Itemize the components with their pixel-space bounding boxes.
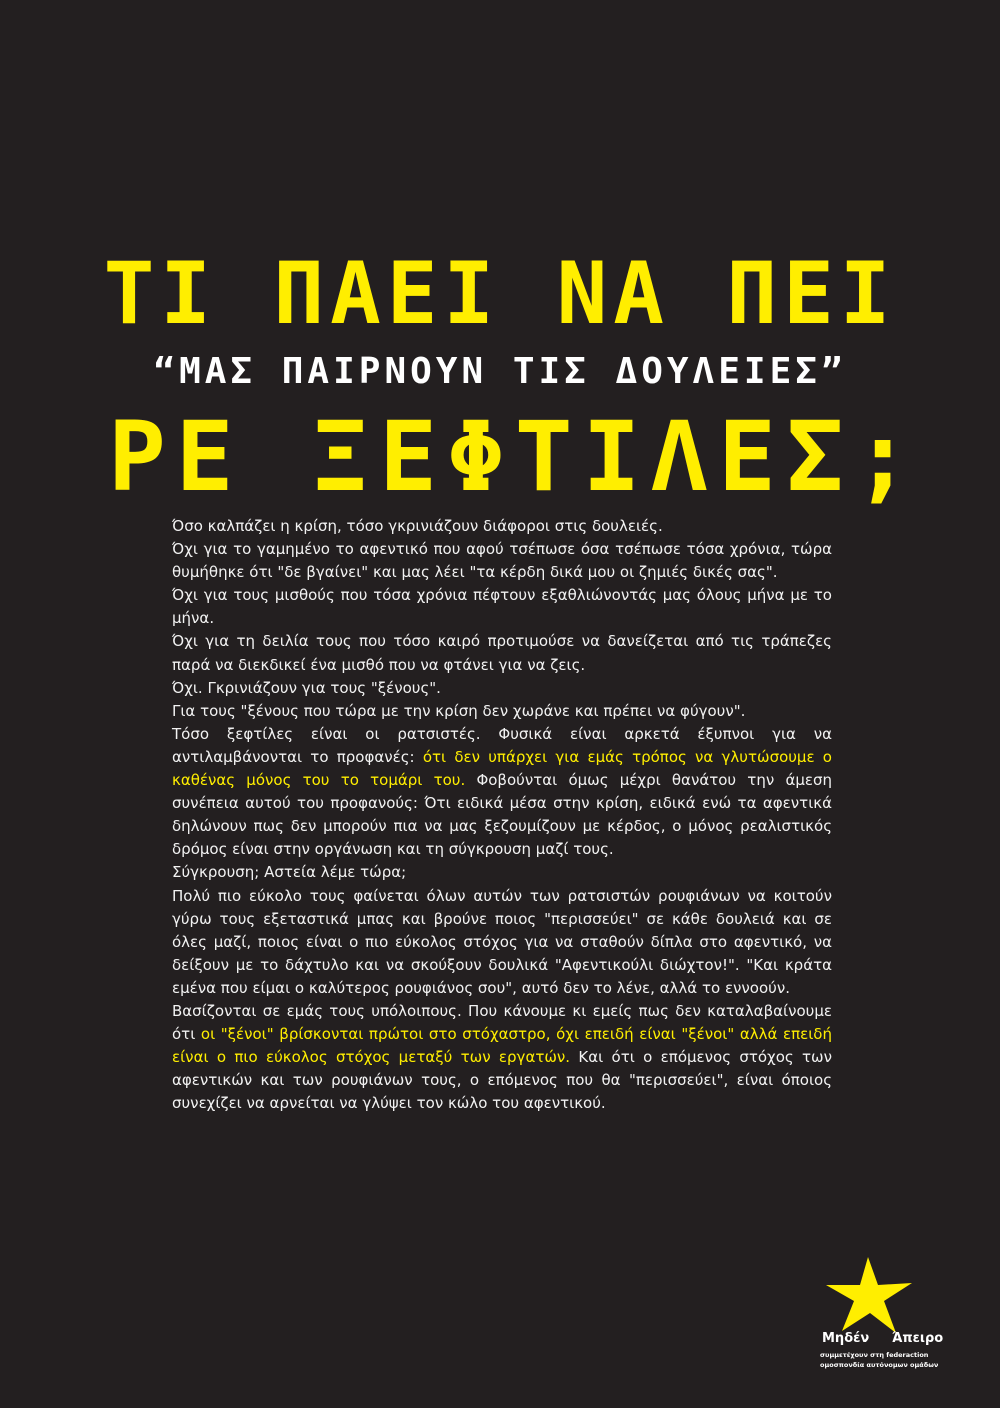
organization-logo (818, 1255, 958, 1385)
paragraph: Όχι για το γαμημένο το αφεντικό που αφού τσέπωσε όσα τσέπωσε τόσα χρόνια, τώρα θυμήθηκε ότι "δε βγαίνει" και μας λέει "τα κέρδη δικά μου οι ζημιές δικές σας". (172, 540, 832, 582)
headline-line-1: ΤΙ ΠΑΕΙ ΝΑ ΠΕΙ (103, 244, 897, 344)
paragraph-text: Τόσο ξεφτίλες είναι οι ρατσιστές. Φυσικά είναι αρκετά έξυπνοι για να αντιλαμβάνονται το προφανές: (172, 724, 832, 766)
highlighted-text: ότι δεν υπάρχει για εμάς τρόπος να γλυτώσουμε ο καθένας μόνος του το τομάρι του. (172, 747, 832, 790)
paragraph: Σύγκρουση; Αστεία λέμε τώρα; (172, 863, 407, 882)
paragraph-text: Φοβούνται όμως μέχρι θανάτου την άμεση συνέπεια αυτού του προφανούς: Ότι ειδικά μέσα στην κρίση, ειδικά ενώ τα αφεντικά δηλώνουν πως δεν μπορούν πια να μας ξεζουμίζουν με κέρδος, ο μόνος ρεαλιστικός δρόμος είναι στην οργάνωση και τη σύγκρουση μαζί τους. (172, 771, 832, 859)
paragraph (172, 1000, 832, 1115)
logo-name-right: Άπειρο (892, 1331, 944, 1346)
paragraph (172, 723, 832, 862)
star-icon (826, 1255, 916, 1335)
paragraph: Όχι για τους μισθούς που τόσα χρόνια πέφτουν εξαθλιώνοντάς μας όλους μήνα με το μήνα. (172, 586, 832, 628)
paragraph: Όχι για τη δειλία τους που τόσο καιρό προτιμούσε να δανείζεται από τις τράπεζες παρά να διεκδικεί ένα μισθό που να φτάνει για να ζεις. (172, 632, 832, 674)
highlighted-text: οι "ξένοι" βρίσκονται πρώτοι στο στόχαστρο, όχι επειδή είναι "ξένοι" αλλά επειδή είναι ο πιο εύκολος στόχος μεταξύ των εργατών. (172, 1025, 832, 1067)
headline-line-3: ΡΕ ΞΕΦΤΙΛΕΣ; (108, 401, 922, 513)
article-body (172, 515, 832, 1115)
paragraph-text: Βασίζονται σε εμάς τους υπόλοιπους. Που κάνουμε κι εμείς πως δεν καταλαβαίνουμε ότι (172, 1001, 832, 1044)
paragraph: Για τους "ξένους που τώρα με την κρίση δεν χωράνε και πρέπει να φύγουν". (172, 701, 746, 720)
paragraph-text: Και ότι ο επόμενος στόχος των αφεντικών και των ρουφιάνων τους, ο επόμενος που θα "περισσεύει", είναι όποιος συνεχίζει να αρνείται να γλύψει τον κώλο του αφεντικού. (172, 1048, 833, 1113)
paragraph: Όχι. Γκρινιάζουν για τους "ξένους". (172, 678, 441, 697)
logo-name-left: Μηδέν (822, 1331, 870, 1346)
logo-subtitle: ομοσπονδία αυτόνομων ομάδων (820, 1361, 939, 1369)
paragraph: Πολύ πιο εύκολο τους φαίνεται όλων αυτών των ρατσιστών ρουφιάνων να κοιτούν γύρω τους εξεταστικά μπας και βρούνε ποιος "περισσεύει" σε κάθε δουλειά και σε όλες μαζί, ποιος είναι ο πιο εύκολος στόχος για να σταθούν δίπλα στο αφεντικό, να δείξουν με το δάχτυλο και να σκούξουν δουλικά "Αφεντικούλι διώχτον!". "Και κράτα εμένα που είμαι ο καλύτερος ρουφιάνος σου", αυτό δεν το λένε, αλλά το εννοούν. (172, 886, 832, 997)
headline-line-2: “ΜΑΣ ΠΑΙΡΝΟΥΝ ΤΙΣ ΔΟΥΛΕΙΕΣ” (153, 351, 847, 392)
logo-subtitle: συμμετέχουν στη federaction (820, 1351, 929, 1359)
paragraph: Όσο καλπάζει η κρίση, τόσο γκρινιάζουν διάφοροι στις δουλειές. (172, 517, 663, 535)
